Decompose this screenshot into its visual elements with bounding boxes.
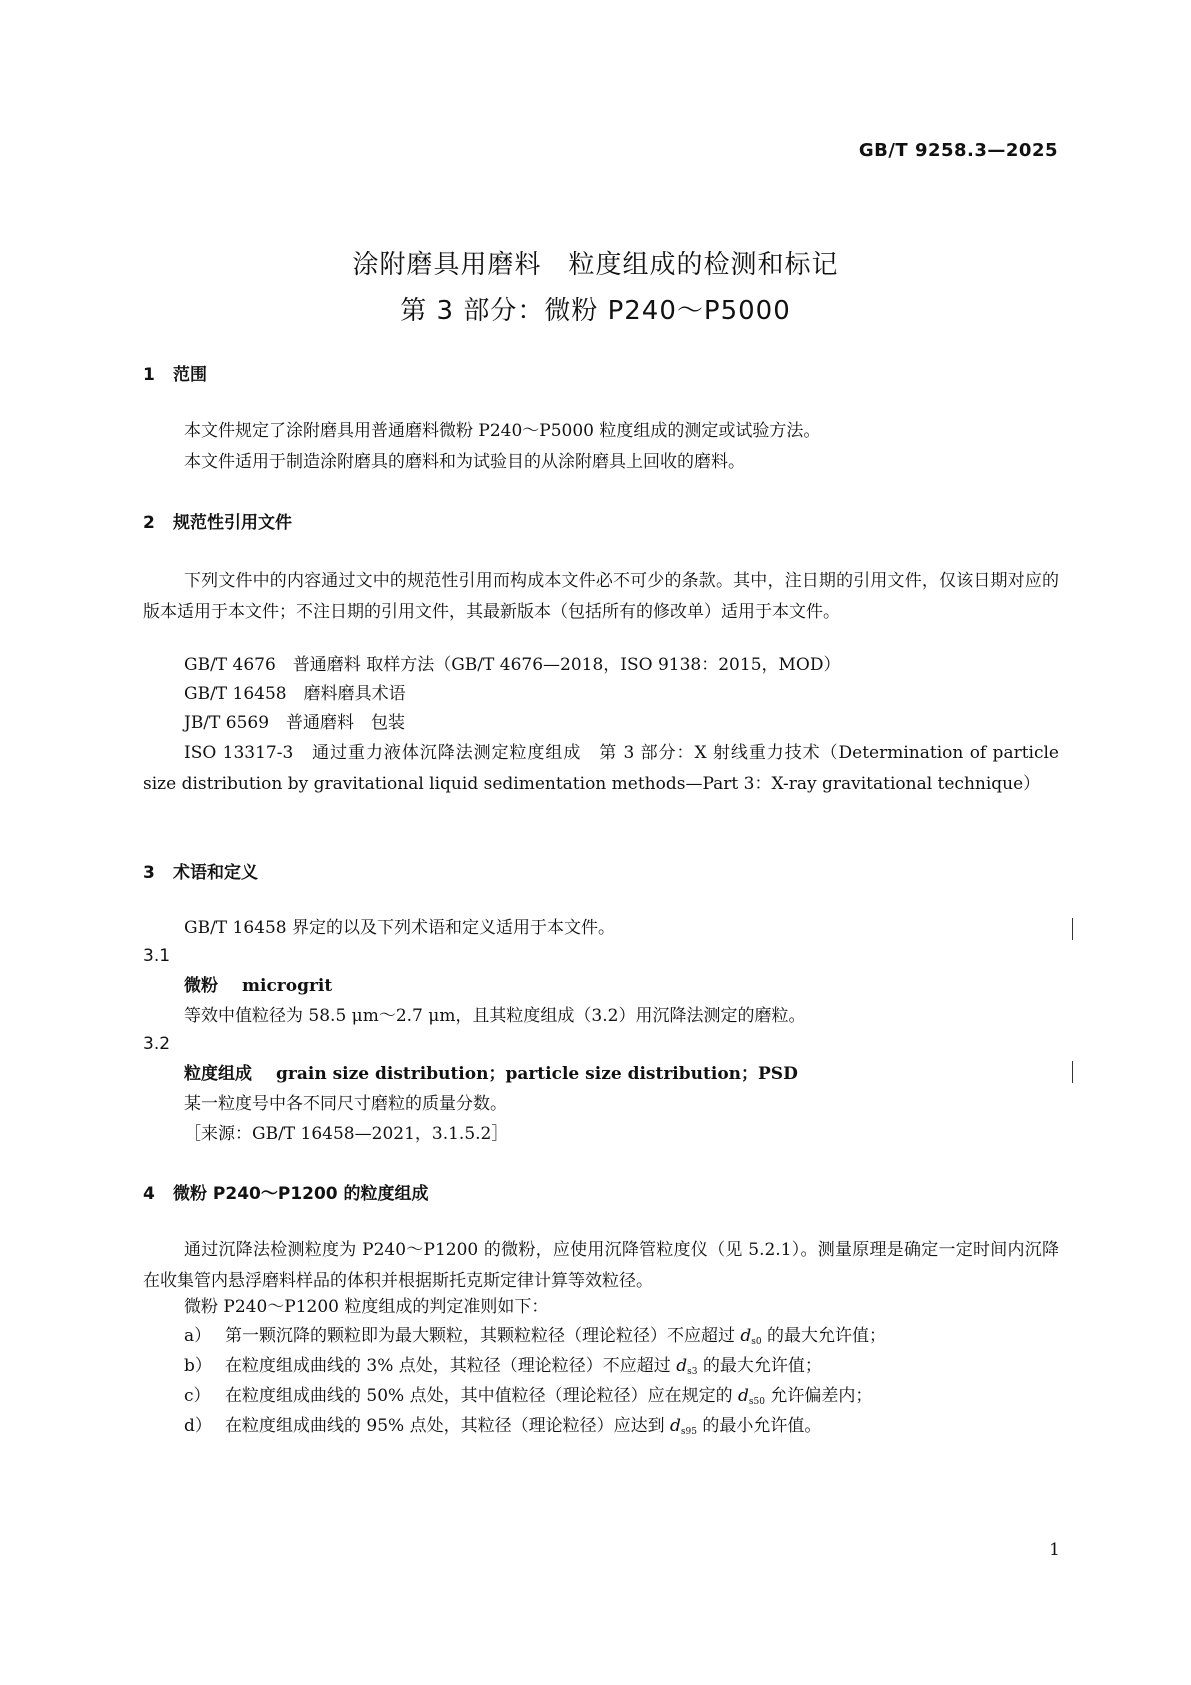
section-3-heading <box>143 858 258 883</box>
criteria-item-d <box>184 1414 821 1444</box>
standard-code: GB/T 9258.3—2025 <box>858 140 1058 161</box>
symbol: d <box>738 1386 749 1406</box>
section-1-heading <box>143 360 207 385</box>
symbol-subscript: s3 <box>687 1367 698 1377</box>
item-text: 在粒度组成曲线的 3% 点处，其粒径（理论粒径）不应超过 <box>225 1356 677 1376</box>
item-text: 第一颗沉降的颗粒即为最大颗粒，其颗粒粒径（理论粒径）不应超过 <box>225 1326 741 1346</box>
section-1-paragraph-2: 本文件适用于制造涂附磨具的磨料和为试验目的从涂附磨具上回收的磨料。 <box>184 452 745 472</box>
change-bar <box>1072 1061 1073 1083</box>
item-text: 的最大允许值； <box>761 1326 887 1346</box>
section-2-heading <box>143 508 292 533</box>
criteria-item-a <box>184 1324 886 1354</box>
term-number: 3.1 <box>143 946 171 966</box>
criteria-item-b <box>184 1354 822 1384</box>
term-definition: 某一粒度号中各不同尺寸磨粒的质量分数。 <box>184 1094 507 1114</box>
reference-item: GB/T 4676 普通磨料 取样方法（GB/T 4676—2018，ISO 9138：2015，MOD） <box>184 655 841 675</box>
section-3-intro: GB/T 16458 界定的以及下列术语和定义适用于本文件。 <box>184 918 616 938</box>
criteria-item-c <box>184 1384 872 1414</box>
section-title: 范围 <box>173 365 207 385</box>
reference-item: JB/T 6569 普通磨料 包装 <box>184 713 406 733</box>
title-line-2: 第 3 部分：微粉 P240～P5000 <box>400 296 791 326</box>
item-text: 的最小允许值。 <box>696 1416 822 1436</box>
term-chinese: 微粉 <box>184 976 218 996</box>
section-number: 4 <box>143 1184 155 1204</box>
section-2-intro: 下列文件中的内容通过文中的规范性引用而构成本文件必不可少的条款。其中，注日期的引用文件，仅该日期对应的版本适用于本文件；不注日期的引用文件，其最新版本（包括所有的修改单）适用于本文件。 <box>143 571 1059 622</box>
term-source: ［来源：GB/T 16458—2021，3.1.5.2］ <box>184 1124 509 1144</box>
term-heading <box>184 974 332 998</box>
section-1-paragraph-1: 本文件规定了涂附磨具用普通磨料微粉 P240～P5000 粒度组成的测定或试验方法。 <box>184 421 821 441</box>
item-label: b） <box>184 1356 212 1376</box>
section-4-paragraph-1: 通过沉降法检测粒度为 P240～P1200 的微粉，应使用沉降管粒度仪（见 5.2.1）。测量原理是确定一定时间内沉降在收集管内悬浮磨料样品的体积并根据斯托克斯定律计算等效粒径。 <box>143 1240 1059 1291</box>
term-number: 3.2 <box>143 1034 171 1054</box>
symbol-subscript: s50 <box>748 1397 765 1407</box>
section-4-paragraph-2: 微粉 P240～P1200 粒度组成的判定准则如下： <box>184 1297 549 1317</box>
item-text: 在粒度组成曲线的 95% 点处，其粒径（理论粒径）应达到 <box>225 1416 670 1436</box>
section-4-heading <box>143 1179 429 1204</box>
change-bar <box>1072 918 1073 940</box>
section-title: 术语和定义 <box>173 863 258 883</box>
reference-item-iso: ISO 13317-3 通过重力液体沉降法测定粒度组成 第 3 部分：X 射线重力技术（Determination of particle size distribution by gravitational liquid sedimentation methods—Part 3：X-ray gravitational technique） <box>143 743 1059 794</box>
item-text: 在粒度组成曲线的 50% 点处，其中值粒径（理论粒径）应在规定的 <box>225 1386 738 1406</box>
reference-item: GB/T 16458 磨料磨具术语 <box>184 684 406 704</box>
item-text: 允许偏差内； <box>764 1386 873 1406</box>
term-heading <box>184 1062 798 1086</box>
item-label: d） <box>184 1416 212 1436</box>
term-english: grain size distribution；particle size distribution；PSD <box>276 1064 798 1084</box>
section-number: 1 <box>143 365 155 385</box>
symbol: d <box>676 1356 688 1376</box>
symbol: d <box>670 1416 681 1436</box>
section-number: 3 <box>143 863 155 883</box>
section-number: 2 <box>143 513 155 533</box>
section-title: 微粉 P240～P1200 的粒度组成 <box>173 1184 429 1204</box>
term-english: microgrit <box>242 976 333 996</box>
symbol-subscript: s95 <box>680 1427 697 1437</box>
term-chinese: 粒度组成 <box>184 1064 252 1084</box>
item-label: a） <box>184 1326 212 1346</box>
section-title: 规范性引用文件 <box>173 513 292 533</box>
symbol-subscript: s0 <box>751 1337 762 1347</box>
item-text: 的最大允许值； <box>697 1356 822 1376</box>
term-definition: 等效中值粒径为 58.5 μm～2.7 μm，且其粒度组成（3.2）用沉降法测定的磨粒。 <box>184 1006 806 1026</box>
title-line-1: 涂附磨具用磨料 粒度组成的检测和标记 <box>352 250 839 280</box>
page-number: 1 <box>1049 1540 1060 1560</box>
item-label: c） <box>184 1386 211 1406</box>
symbol: d <box>740 1326 752 1346</box>
